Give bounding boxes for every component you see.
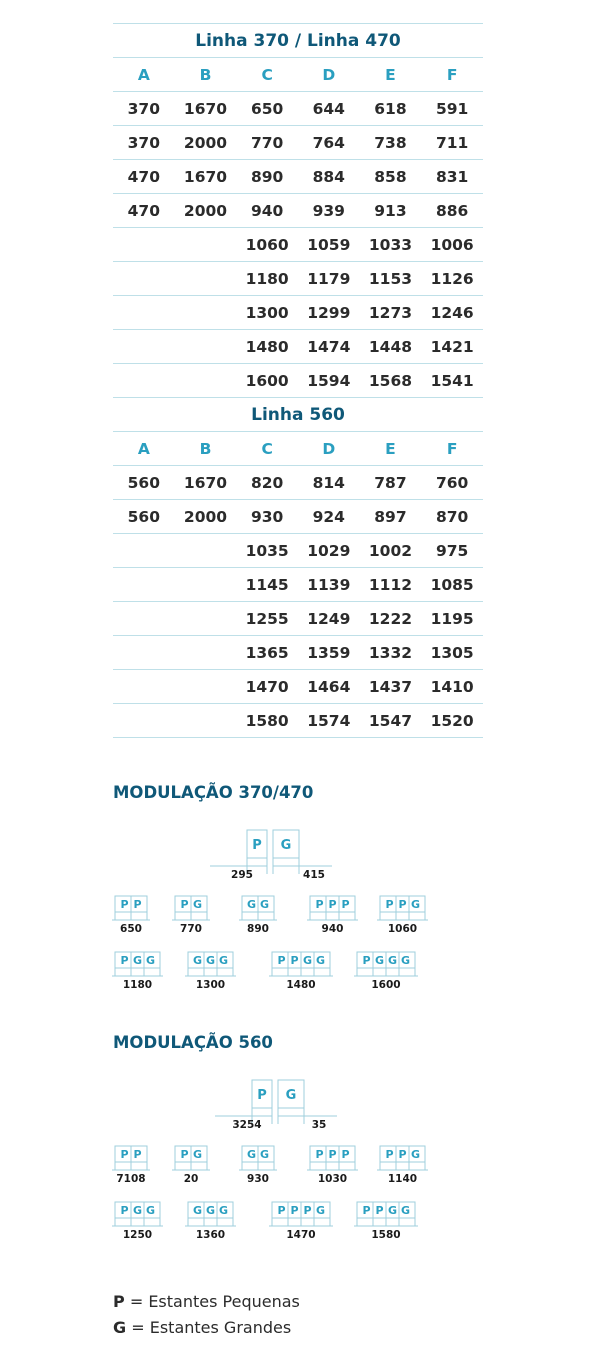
shelf-module <box>377 1146 428 1185</box>
module-letter: G <box>218 1204 229 1217</box>
table-cell: 940 <box>236 194 298 228</box>
table-cell: 858 <box>360 160 422 194</box>
module-value: 1180 <box>122 979 153 991</box>
module-letter: P <box>385 898 394 911</box>
module-letter: P <box>303 1204 312 1217</box>
table-row <box>113 364 483 398</box>
table-cell: 1332 <box>360 636 422 670</box>
table-cell: 814 <box>298 466 360 500</box>
module-letter: G <box>205 954 216 967</box>
table-cell: 1421 <box>421 330 483 364</box>
module-letter: P <box>277 1204 286 1217</box>
module-value: 930 <box>247 1173 269 1185</box>
table-cell: 1180 <box>236 262 298 296</box>
table-cell: 370 <box>113 126 175 160</box>
module-letter: G <box>259 898 270 911</box>
table-cell: 890 <box>236 160 298 194</box>
module-value: 1600 <box>371 979 401 991</box>
module-value: 7108 <box>116 1173 146 1185</box>
base-value-right: 35 <box>311 1119 327 1131</box>
table-cell <box>175 704 237 738</box>
shelf-module <box>239 1146 277 1185</box>
table-cell <box>113 568 175 602</box>
table-cell: 1145 <box>236 568 298 602</box>
table-title: Linha 560 <box>113 398 483 432</box>
module-letter: P <box>398 898 407 911</box>
shelf-module <box>239 896 277 935</box>
table-cell: 884 <box>298 160 360 194</box>
table-cell: 470 <box>113 160 175 194</box>
table-cell: 1060 <box>236 228 298 262</box>
table-cell: 1464 <box>298 670 360 704</box>
module-letter: G <box>205 1204 216 1217</box>
table-row <box>113 296 483 330</box>
module-value: 1300 <box>195 979 226 991</box>
module-letter: G <box>400 1204 411 1217</box>
module-letter: G <box>192 898 203 911</box>
table-cell: 1568 <box>360 364 422 398</box>
base-value-right: 415 <box>303 869 325 881</box>
module-letter: P <box>120 898 129 911</box>
table-cell: 1365 <box>236 636 298 670</box>
table-cell <box>175 296 237 330</box>
table-cell: 1126 <box>421 262 483 296</box>
table-cell: 1410 <box>421 670 483 704</box>
table-cell: 1580 <box>236 704 298 738</box>
table-cell: 897 <box>360 500 422 534</box>
table-cell: 1670 <box>175 160 237 194</box>
module-letter: G <box>315 1204 326 1217</box>
shelf-module <box>112 896 150 935</box>
shelf-module <box>377 896 428 935</box>
column-header: B <box>175 58 237 92</box>
table-cell <box>175 330 237 364</box>
table-cell: 1195 <box>421 602 483 636</box>
table-cell: 770 <box>236 126 298 160</box>
table-row <box>113 194 483 228</box>
table-row <box>113 568 483 602</box>
shelf-module <box>307 1146 358 1185</box>
base-module <box>210 830 332 881</box>
table-cell: 1670 <box>175 466 237 500</box>
table-cell: 1299 <box>298 296 360 330</box>
module-letter: P <box>290 954 299 967</box>
base-letter-g: G <box>280 838 292 853</box>
table-cell: 1305 <box>421 636 483 670</box>
column-header: D <box>298 58 360 92</box>
shelf-module <box>172 896 210 935</box>
table-cell: 2000 <box>175 194 237 228</box>
base-module <box>215 1080 337 1131</box>
module-letter: G <box>387 1204 398 1217</box>
shelf-module <box>269 1202 333 1241</box>
module-letter: G <box>246 898 257 911</box>
table-cell: 787 <box>360 466 422 500</box>
table-cell: 1437 <box>360 670 422 704</box>
table-cell: 831 <box>421 160 483 194</box>
table-cell: 1179 <box>298 262 360 296</box>
module-letter: G <box>218 954 229 967</box>
table-cell: 738 <box>360 126 422 160</box>
base-letter-p: P <box>252 838 262 853</box>
legend-p-text: = Estantes Pequenas <box>124 1292 300 1311</box>
section-title-mod-560: MODULAÇÃO 560 <box>113 1033 273 1052</box>
module-letter: P <box>375 1204 384 1217</box>
table-cell <box>113 330 175 364</box>
legend-g <box>113 1318 291 1337</box>
shelf-module <box>185 952 236 991</box>
module-letter: P <box>398 1148 407 1161</box>
table-cell: 1448 <box>360 330 422 364</box>
column-header: A <box>113 58 175 92</box>
table-cell: 1033 <box>360 228 422 262</box>
module-letter: G <box>132 954 143 967</box>
table-cell: 470 <box>113 194 175 228</box>
table-cell <box>113 704 175 738</box>
module-letter: P <box>385 1148 394 1161</box>
table-cell: 1300 <box>236 296 298 330</box>
table-cell: 711 <box>421 126 483 160</box>
table-row <box>113 534 483 568</box>
column-header: F <box>421 432 483 466</box>
table-cell: 560 <box>113 500 175 534</box>
module-letter: G <box>410 898 421 911</box>
table-cell <box>113 534 175 568</box>
column-header: A <box>113 432 175 466</box>
table-row <box>113 262 483 296</box>
base-value-left: 3254 <box>232 1119 262 1131</box>
column-header: F <box>421 58 483 92</box>
table-row <box>113 500 483 534</box>
table-cell <box>113 364 175 398</box>
table-cell: 1600 <box>236 364 298 398</box>
module-letter: G <box>410 1148 421 1161</box>
table-row <box>113 466 483 500</box>
shelf-module <box>112 1146 150 1185</box>
module-value: 1060 <box>387 923 418 935</box>
shelf-module <box>354 1202 418 1241</box>
module-letter: P <box>362 954 371 967</box>
module-letter: G <box>192 1204 203 1217</box>
module-letter: P <box>315 898 324 911</box>
shelf-module <box>112 1202 163 1241</box>
column-header: E <box>360 58 422 92</box>
table-cell: 650 <box>236 92 298 126</box>
table-cell: 1246 <box>421 296 483 330</box>
table-title-row <box>113 24 483 58</box>
section-title-mod-370-470: MODULAÇÃO 370/470 <box>113 783 314 802</box>
module-letter: G <box>387 954 398 967</box>
shelf-module <box>307 896 358 935</box>
module-value: 1480 <box>286 979 316 991</box>
table-cell: 370 <box>113 92 175 126</box>
table-cell <box>113 228 175 262</box>
table-cell: 1474 <box>298 330 360 364</box>
table-cell: 1249 <box>298 602 360 636</box>
module-letter: P <box>180 1148 189 1161</box>
table-cell: 870 <box>421 500 483 534</box>
module-letter: G <box>374 954 385 967</box>
table-cell <box>175 228 237 262</box>
table-cell: 820 <box>236 466 298 500</box>
module-letter: G <box>400 954 411 967</box>
module-letter: P <box>341 1148 350 1161</box>
module-value: 1470 <box>286 1229 316 1241</box>
table-cell <box>175 636 237 670</box>
shelf-module <box>112 952 163 991</box>
table-row <box>113 160 483 194</box>
shelf-module <box>185 1202 236 1241</box>
table-cell: 1541 <box>421 364 483 398</box>
table-cell: 1059 <box>298 228 360 262</box>
table-cell: 1670 <box>175 92 237 126</box>
table-cell: 1359 <box>298 636 360 670</box>
base-value-left: 295 <box>231 869 253 881</box>
modulation-diagram-370-470 <box>0 820 600 1000</box>
legend-g-text: = Estantes Grandes <box>126 1318 292 1337</box>
table-cell: 939 <box>298 194 360 228</box>
legend-p-key: P <box>113 1292 125 1311</box>
column-header: C <box>236 58 298 92</box>
module-letter: G <box>145 954 156 967</box>
table-cell: 618 <box>360 92 422 126</box>
legend-p <box>113 1292 300 1311</box>
table-row <box>113 228 483 262</box>
column-header: D <box>298 432 360 466</box>
module-letter: G <box>302 954 313 967</box>
table-cell <box>113 296 175 330</box>
table-cell <box>175 670 237 704</box>
table-cell: 1574 <box>298 704 360 738</box>
modulation-diagram-560 <box>0 1070 600 1250</box>
module-letter: G <box>246 1148 257 1161</box>
module-letter: G <box>132 1204 143 1217</box>
table-cell: 1139 <box>298 568 360 602</box>
legend-g-key: G <box>113 1318 127 1337</box>
module-letter: P <box>180 898 189 911</box>
table-cell: 1547 <box>360 704 422 738</box>
table-cell <box>113 602 175 636</box>
table-cell: 1085 <box>421 568 483 602</box>
table-cell <box>113 636 175 670</box>
table-cell: 2000 <box>175 126 237 160</box>
table-row <box>113 636 483 670</box>
table-row <box>113 602 483 636</box>
table-cell: 1002 <box>360 534 422 568</box>
table-cell: 1594 <box>298 364 360 398</box>
table-cell: 2000 <box>175 500 237 534</box>
table-header-row <box>113 432 483 466</box>
module-value: 890 <box>247 923 269 935</box>
base-letter-g: G <box>285 1088 297 1103</box>
shelf-module <box>269 952 333 991</box>
table-cell: 1273 <box>360 296 422 330</box>
module-letter: P <box>277 954 286 967</box>
module-value: 1580 <box>371 1229 401 1241</box>
table-cell <box>175 602 237 636</box>
module-letter: P <box>362 1204 371 1217</box>
table-cell: 1006 <box>421 228 483 262</box>
module-letter: P <box>133 1148 142 1161</box>
column-header: C <box>236 432 298 466</box>
table-row <box>113 670 483 704</box>
module-value: 20 <box>183 1173 199 1185</box>
module-letter: P <box>120 1204 129 1217</box>
table-cell: 975 <box>421 534 483 568</box>
table-cell: 560 <box>113 466 175 500</box>
table-cell: 913 <box>360 194 422 228</box>
table-cell: 1029 <box>298 534 360 568</box>
table-cell: 930 <box>236 500 298 534</box>
module-value: 1360 <box>195 1229 226 1241</box>
column-header: E <box>360 432 422 466</box>
table-cell <box>175 364 237 398</box>
module-letter: G <box>192 954 203 967</box>
module-letter: P <box>120 1148 129 1161</box>
module-letter: P <box>328 898 337 911</box>
table-row <box>113 704 483 738</box>
module-value: 650 <box>120 923 142 935</box>
module-value: 940 <box>321 923 344 935</box>
table-cell: 1255 <box>236 602 298 636</box>
column-header: B <box>175 432 237 466</box>
table-row <box>113 126 483 160</box>
table-header-row <box>113 58 483 92</box>
table-cell: 1035 <box>236 534 298 568</box>
table-cell: 644 <box>298 92 360 126</box>
table-cell <box>175 534 237 568</box>
module-letter: G <box>259 1148 270 1161</box>
table-cell <box>113 262 175 296</box>
table-cell: 1470 <box>236 670 298 704</box>
module-letter: P <box>328 1148 337 1161</box>
module-letter: P <box>133 898 142 911</box>
module-letter: G <box>145 1204 156 1217</box>
table-cell: 1153 <box>360 262 422 296</box>
base-letter-p: P <box>257 1088 267 1103</box>
table-linha-370-470 <box>113 23 483 398</box>
module-value: 770 <box>180 923 202 935</box>
table-cell <box>113 670 175 704</box>
table-cell: 1480 <box>236 330 298 364</box>
module-letter: P <box>315 1148 324 1161</box>
table-cell <box>175 568 237 602</box>
module-letter: G <box>192 1148 203 1161</box>
table-cell: 924 <box>298 500 360 534</box>
table-cell: 886 <box>421 194 483 228</box>
table-cell: 1222 <box>360 602 422 636</box>
module-value: 1250 <box>122 1229 153 1241</box>
table-cell: 764 <box>298 126 360 160</box>
module-letter: P <box>290 1204 299 1217</box>
table-cell <box>175 262 237 296</box>
table-cell: 591 <box>421 92 483 126</box>
module-letter: P <box>120 954 129 967</box>
table-cell: 1112 <box>360 568 422 602</box>
shelf-module <box>354 952 418 991</box>
table-row <box>113 92 483 126</box>
module-letter: G <box>315 954 326 967</box>
table-linha-560 <box>113 397 483 738</box>
table-row <box>113 330 483 364</box>
module-value: 1030 <box>317 1173 348 1185</box>
module-value: 1140 <box>387 1173 418 1185</box>
shelf-module <box>172 1146 210 1185</box>
module-letter: P <box>341 898 350 911</box>
table-cell: 760 <box>421 466 483 500</box>
table-title: Linha 370 / Linha 470 <box>113 24 483 58</box>
table-cell: 1520 <box>421 704 483 738</box>
table-title-row <box>113 398 483 432</box>
